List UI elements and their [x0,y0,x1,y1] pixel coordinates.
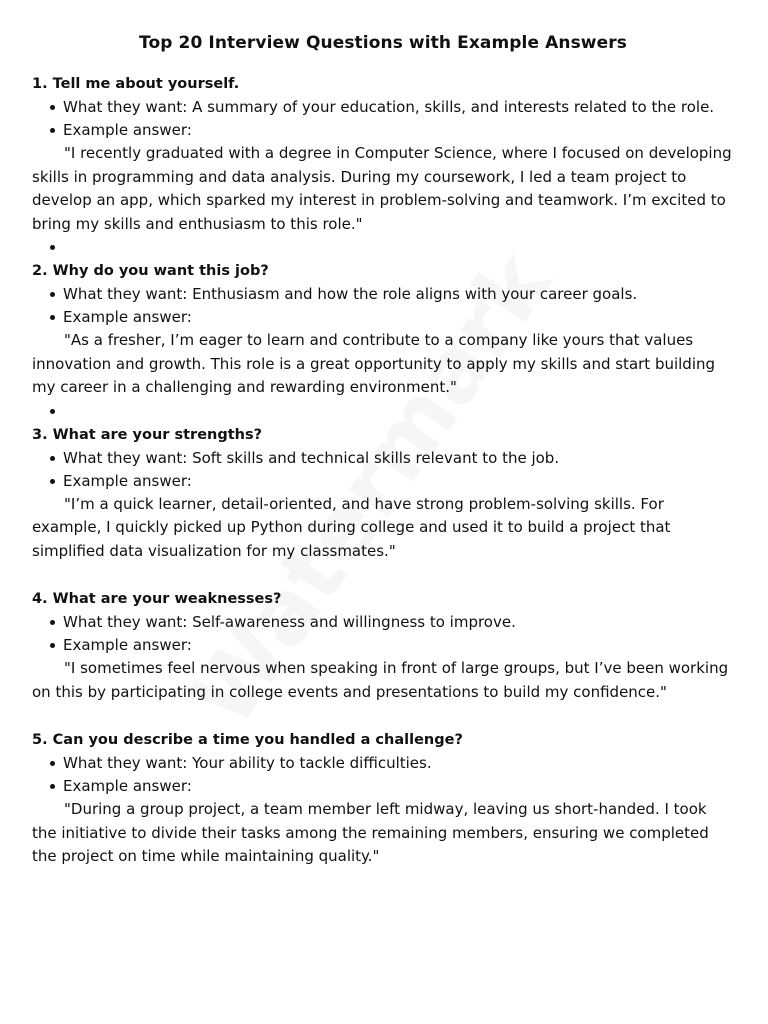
question-title: 4. What are your weaknesses? [32,591,282,607]
question-5 [32,728,734,869]
section-spacer [32,704,734,728]
question-2 [32,259,734,423]
document-title: Top 20 Interview Questions with Example Answers [139,33,627,53]
example-answer-text: "I sometimes feel nervous when speaking in front of large groups, but I’ve been working on this by participating in college events and presentations to build my confidence." [32,659,729,701]
example-answer-label: Example answer: [32,775,734,798]
question-bullets [32,447,734,493]
example-answer-label: Example answer: [32,470,734,493]
example-answer-label: Example answer: [32,119,734,142]
question-bullets [32,752,734,798]
question-title: 5. Can you describe a time you handled a challenge? [32,732,463,748]
question-bullets [32,611,734,657]
question-3 [32,423,734,588]
example-answer-label: Example answer: [32,634,734,657]
example-answer-text: "As a fresher, I’m eager to learn and contribute to a company like yours that values innovation and growth. This role is a great opportunity to apply my skills and start building my career in a challenging and rewarding environment." [32,331,716,396]
what-they-want: What they want: A summary of your education, skills, and interests related to the role. [32,96,734,119]
empty-bullet [32,400,734,423]
what-they-want: What they want: Your ability to tackle difficulties. [32,752,734,775]
what-they-want: What they want: Soft skills and technical skills relevant to the job. [32,447,734,470]
empty-bullet [32,236,734,259]
example-answer-text: "I recently graduated with a degree in Computer Science, where I focused on developing skills in programming and data analysis. During my coursework, I led a team project to develop an app, which sparked my interest in problem-solving and teamwork. I’m excited to bring my skills and enthusiasm to this role." [32,144,732,233]
example-answer-label: Example answer: [32,306,734,329]
example-answer-text: "I’m a quick learner, detail-oriented, and have strong problem-solving skills. For example, I quickly picked up Python during college and used it to build a project that simplified data visualization for my classmates." [32,494,671,560]
question-title: 2. Why do you want this job? [32,263,269,279]
question-title: 1. Tell me about yourself. [32,76,240,92]
question-4 [32,587,734,728]
what-they-want: What they want: Enthusiasm and how the role aligns with your career goals. [32,283,734,306]
example-answer-text: "During a group project, a team member left midway, leaving us short-handed. I took the initiative to divide their tasks among the remaining members, ensuring we completed the project on time while maintaining quality." [32,800,709,865]
question-title: 3. What are your strengths? [32,426,263,443]
question-1 [32,72,734,259]
what-they-want: What they want: Self-awareness and willingness to improve. [32,611,734,634]
question-bullets [32,96,734,142]
section-spacer [32,563,734,587]
question-bullets [32,283,734,329]
